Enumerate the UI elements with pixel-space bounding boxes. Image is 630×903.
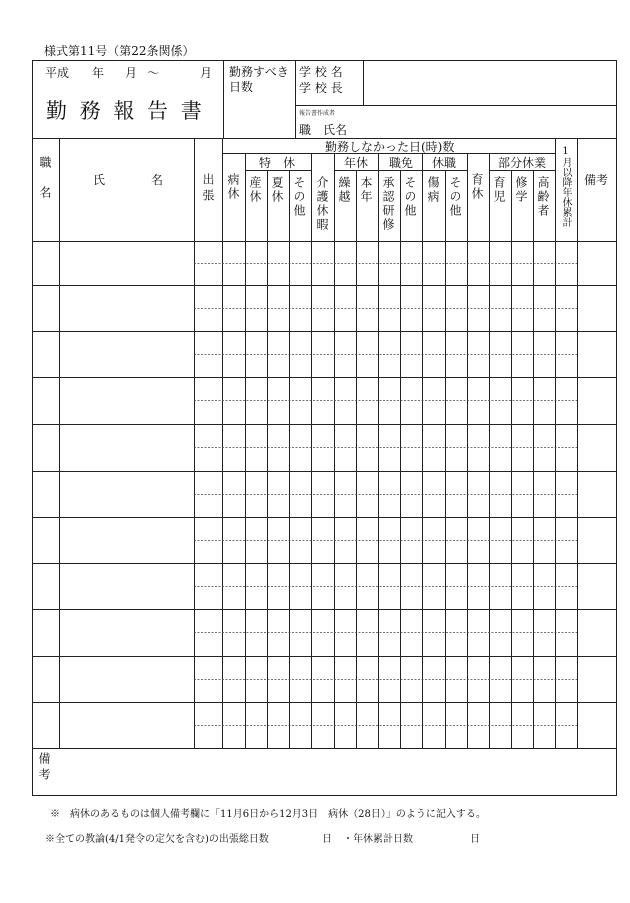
col-koreisha: 高齢者 <box>536 176 550 218</box>
creator-label: 職 氏名 <box>299 123 348 137</box>
note-nenkyu-total: ・年休累計日数 <box>343 834 413 845</box>
note-byokyu: ※ 病休のあるものは個人備考欄に「11月6日から12月3日 病休（28日）」のように記入する。 <box>50 809 486 820</box>
col-kaigo: 介護休暇 <box>315 176 329 232</box>
col-ikuji: 育児 <box>492 176 506 204</box>
col-name-2: 名 <box>151 173 164 187</box>
col-shonin-kenshu: 承認研修 <box>381 176 395 232</box>
col-sankyu: 産休 <box>248 176 262 204</box>
col-shugaku: 修学 <box>514 176 528 204</box>
work-days-label-2: 日数 <box>229 80 254 94</box>
group-bubun-kyugyo: 部分休業 <box>498 156 547 170</box>
tilde-label: 〜 <box>147 66 160 80</box>
form-number-label: 様式第11号（第22条関係） <box>44 44 195 58</box>
note-day-unit-1: 日 <box>322 834 332 845</box>
col-byokyu: 病休 <box>226 173 240 201</box>
year-label: 年 <box>92 66 105 80</box>
col-sonota-3: その他 <box>448 176 462 218</box>
creator-small-label: 報告書作成者 <box>299 110 336 117</box>
group-absent-days: 勤務しなかった日(時)数 <box>325 140 455 154</box>
col-ikukyu: 育休 <box>470 173 484 201</box>
school-name-label: 学 校 名 <box>299 65 343 79</box>
col-natsukyu: 夏休 <box>270 176 284 204</box>
col-name-1: 氏 <box>93 173 106 187</box>
principal-label: 学 校 長 <box>299 81 343 95</box>
col-kurikoshi: 繰越 <box>337 176 351 204</box>
col-sonota-1: その他 <box>292 176 306 218</box>
group-kyushoku: 休職 <box>432 156 457 170</box>
col-biko: 備考 <box>584 173 609 187</box>
group-tokkyu: 特 休 <box>259 156 296 170</box>
note-shucho-total: ※全ての教論(4/1発令の定欠を含む)の出張総日数 <box>45 834 269 845</box>
footer-biko-label: 備考 <box>37 752 51 784</box>
page-title: 勤 務 報 告 書 <box>46 99 205 123</box>
col-sonota-2: その他 <box>403 176 417 218</box>
col-shobyo: 傷病 <box>426 176 440 204</box>
month-label: 月 <box>125 66 138 80</box>
group-nenkyu: 年休 <box>344 156 369 170</box>
work-days-label: 勤務すべき <box>229 65 289 79</box>
col-honnen: 本年 <box>359 176 373 204</box>
col-nenkyu-ruikei: 1月以降年休累計 <box>560 146 571 227</box>
group-shokumen: 職免 <box>389 156 414 170</box>
col-shucho: 出張 <box>201 173 215 205</box>
era-label: 平成 <box>45 66 70 80</box>
col-shokumei: 職名 <box>38 156 52 216</box>
month-label-2: 月 <box>200 66 213 80</box>
note-day-unit-2: 日 <box>470 834 480 845</box>
